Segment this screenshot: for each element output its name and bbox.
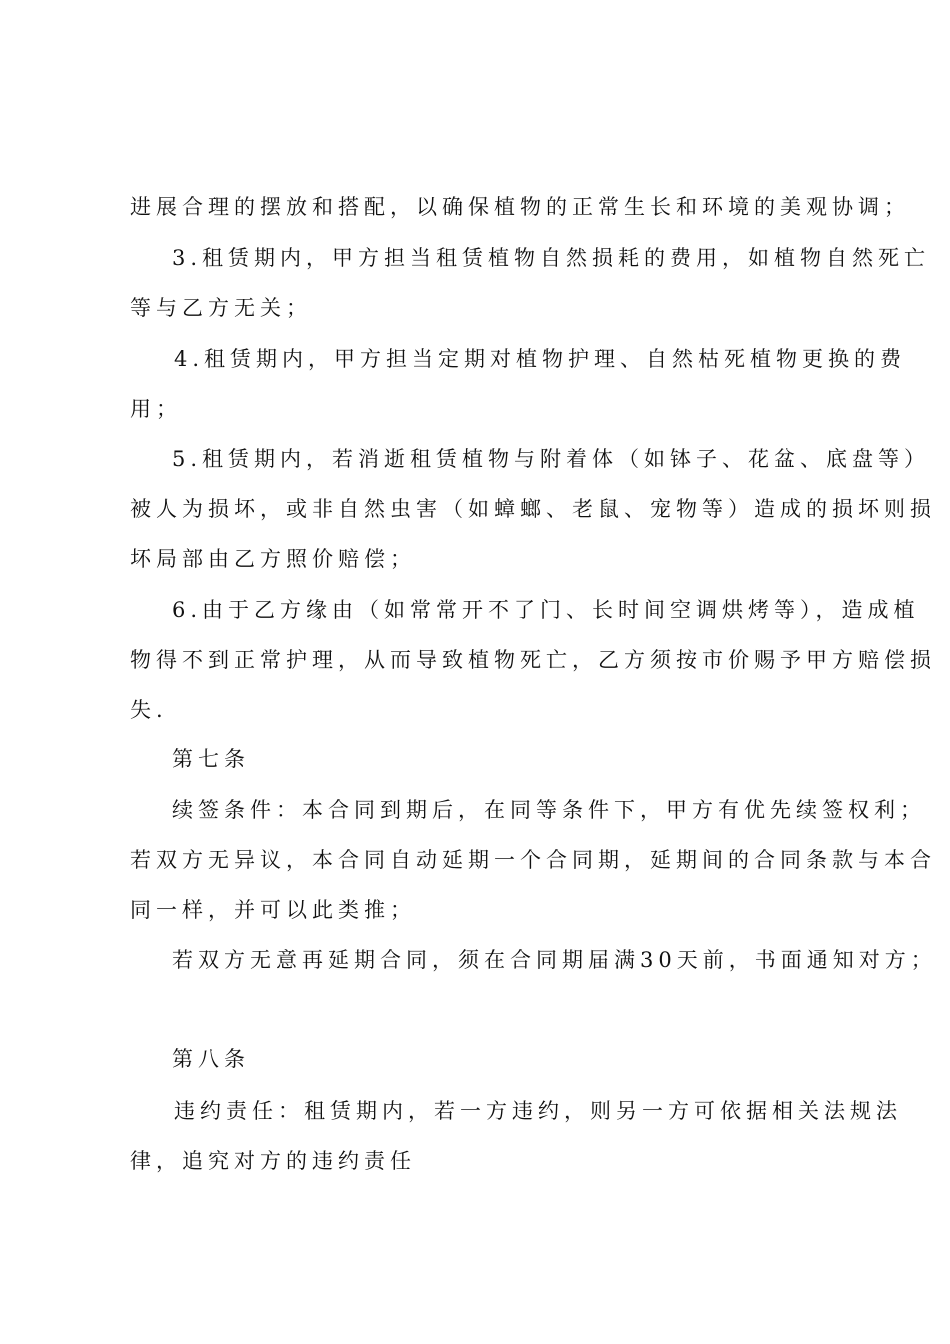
clause-6-item-4-continuation: 用； <box>130 397 182 421</box>
clause-6-item-5-continuation: 被人为损坏，或非自然虫害（如蟑螂、老鼠、宠物等）造成的损坏则损 <box>130 497 936 521</box>
clause-8-breach-paragraph: 违约责任：租赁期内，若一方违约，则另一方可依据相关法规法 <box>174 1099 902 1123</box>
clause-8-heading: 第八条 <box>172 1047 250 1071</box>
clause-7-heading: 第七条 <box>172 747 250 771</box>
clause-6-item-6-continuation: 失. <box>130 698 168 722</box>
clause-6-item-4: 4.租赁期内，甲方担当定期对植物护理、自然枯死植物更换的费 <box>174 347 907 371</box>
clause-6-item-3: 3.租赁期内，甲方担当租赁植物自然损耗的费用，如植物自然死亡 <box>172 246 931 270</box>
clause-8-breach-continuation: 律，追究对方的违约责任 <box>130 1149 416 1173</box>
clause-6-item-2-continuation: 进展合理的摆放和搭配，以确保植物的正常生长和环境的美观协调； <box>130 195 910 219</box>
clause-7-notice-paragraph: 若双方无意再延期合同，须在合同期届满30天前，书面通知对方； <box>172 948 937 972</box>
clause-7-renewal-continuation: 同一样，并可以此类推； <box>130 898 416 922</box>
clause-6-item-5-continuation: 坏局部由乙方照价赔偿； <box>130 547 416 571</box>
clause-7-renewal-paragraph: 续签条件：本合同到期后，在同等条件下，甲方有优先续签权利； <box>172 798 926 822</box>
clause-7-renewal-continuation: 若双方无异议，本合同自动延期一个合同期，延期间的合同条款与本合 <box>130 848 936 872</box>
clause-6-item-5: 5.租赁期内，若消逝租赁植物与附着体（如钵子、花盆、底盘等） <box>172 447 931 471</box>
clause-6-item-3-continuation: 等与乙方无关； <box>130 296 312 320</box>
clause-6-item-6: 6.由于乙方缘由（如常常开不了门、长时间空调烘烤等），造成植 <box>172 598 920 622</box>
clause-6-item-6-continuation: 物得不到正常护理，从而导致植物死亡，乙方须按市价赐予甲方赔偿损 <box>130 648 936 672</box>
